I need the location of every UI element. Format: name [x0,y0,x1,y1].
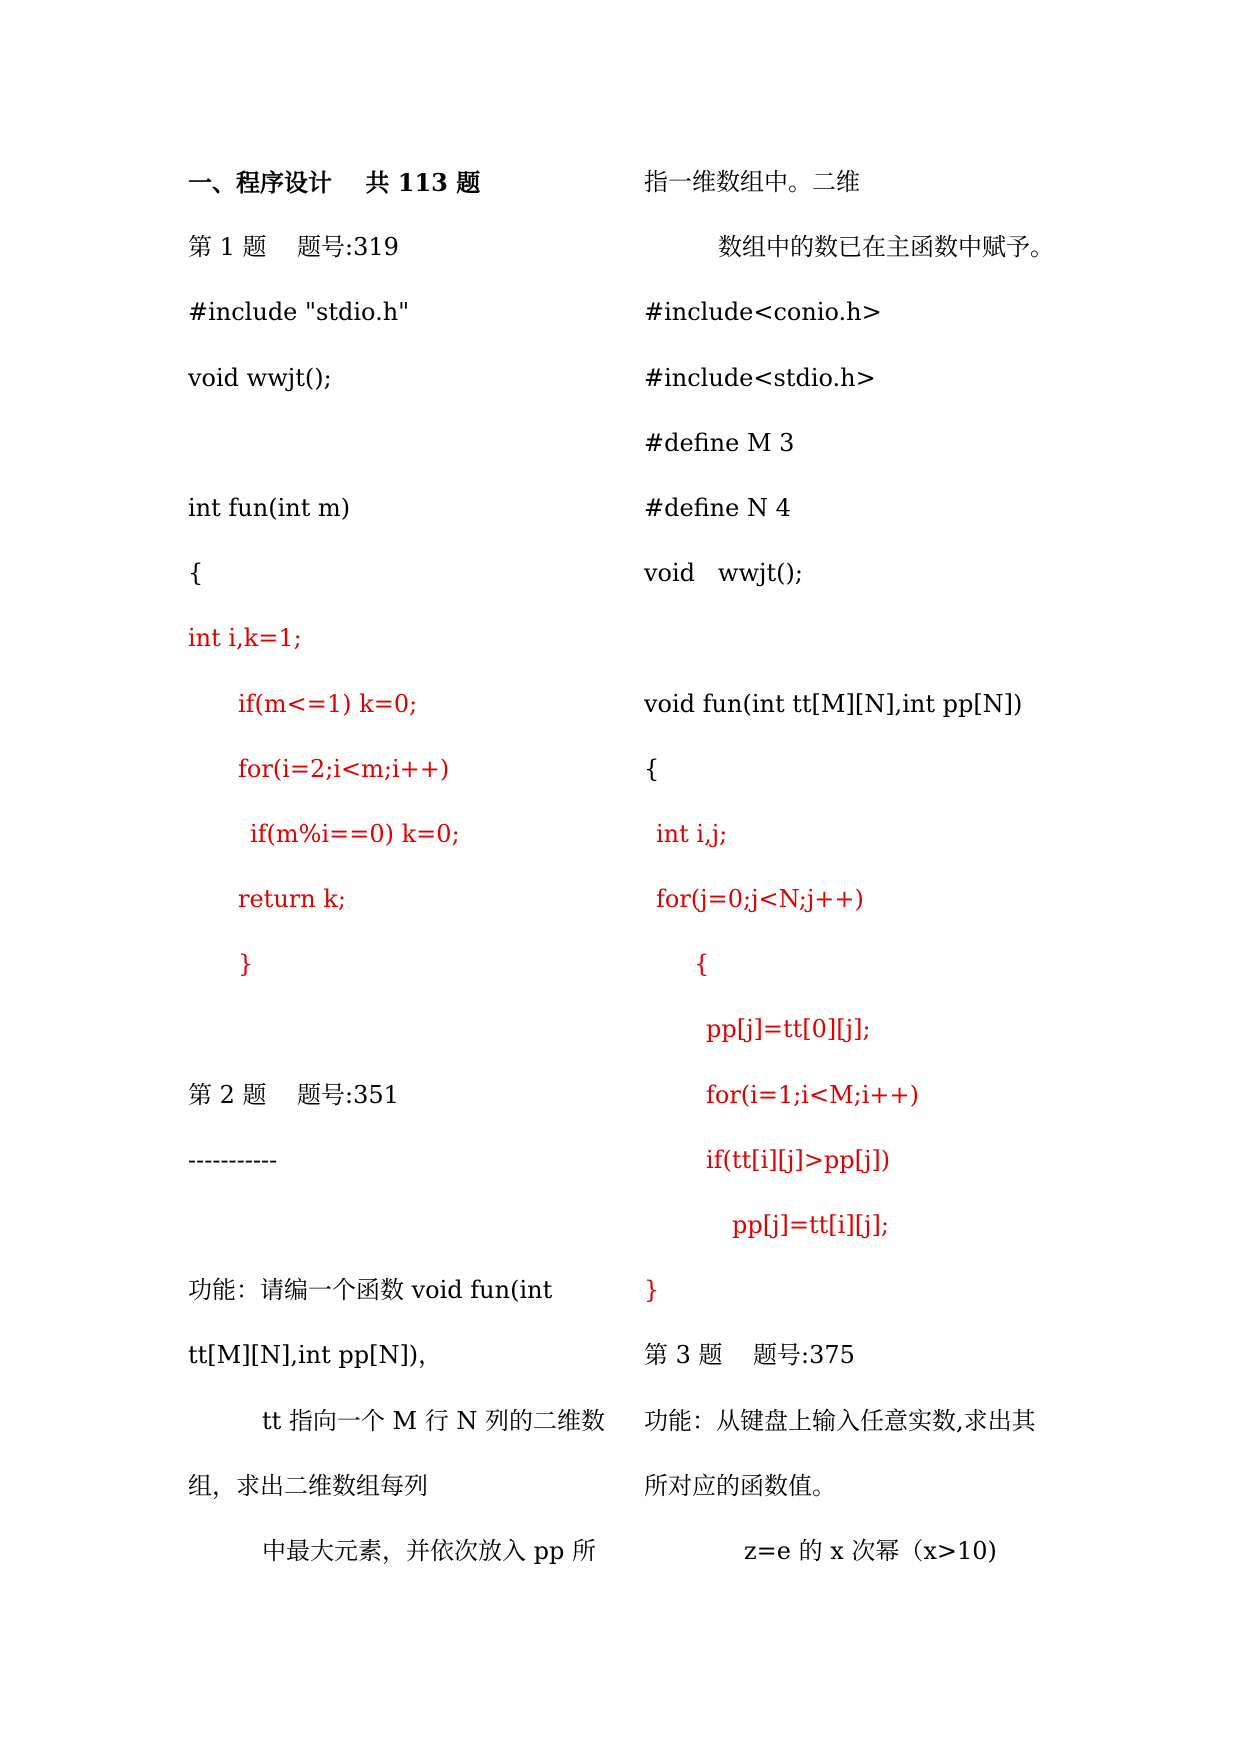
right-line-8: void fun(int tt[M][N],int pp[N]) [644,689,1023,718]
left-line-17: 功能：请编一个函数 void fun(int [188,1276,553,1305]
left-line-0: 一、程序设计 共 113 题 [188,168,481,197]
right-line-4: #define M 3 [644,428,795,457]
left-line-3: void wwjt(); [188,363,332,392]
right-line-17: } [644,1276,660,1305]
left-line-16 [188,1193,608,1258]
right-line-10: int i,j; [656,819,728,848]
right-line-20: 所对应的函数值。 [644,1471,836,1500]
right-line-11: for(j=0;j<N;j++) [656,885,864,914]
left-line-2: #include "stdio.h" [188,298,410,327]
right-line-1: 数组中的数已在主函数中赋予。 [718,233,1054,262]
right-line-2: #include<conio.h> [644,298,882,327]
left-line-21: 中最大元素，并依次放入 pp 所 [262,1536,596,1565]
left-line-12: } [238,950,254,979]
left-column [188,150,608,1584]
right-line-0: 指一维数组中。二维 [644,168,860,196]
left-line-6: { [188,559,204,588]
right-line-16: pp[j]=tt[i][j]; [732,1211,889,1239]
right-line-12: { [694,950,710,979]
left-line-20: 组，求出二维数组每列 [188,1471,428,1500]
right-line-5: #define N 4 [644,493,791,522]
left-line-8: if(m<=1) k=0; [238,689,418,718]
left-line-18: tt[M][N],int pp[N])， [188,1341,443,1370]
right-line-9: { [644,754,660,783]
left-line-19: tt 指向一个 M 行 N 列的二维数 [262,1406,606,1435]
right-line-6: void wwjt(); [644,559,803,588]
left-line-5: int fun(int m) [188,493,351,522]
right-line-14: for(i=1;i<M;i++) [706,1080,920,1109]
left-line-13 [188,997,608,1062]
right-line-15: if(tt[i][j]>pp[j]) [706,1145,891,1174]
left-line-7: int i,k=1; [188,624,302,653]
left-line-9: for(i=2;i<m;i++) [238,754,450,783]
right-line-19: 功能：从键盘上输入任意实数,求出其 [644,1406,1036,1435]
right-line-7 [644,606,1084,671]
left-line-15: ----------- [188,1145,278,1174]
right-column [644,150,1084,1584]
left-line-4 [188,411,608,476]
right-line-13: pp[j]=tt[0][j]; [706,1015,871,1044]
left-line-11: return k; [238,885,346,914]
left-line-10: if(m%i==0) k=0; [250,819,460,848]
right-line-3: #include<stdio.h> [644,363,876,392]
left-line-1: 第 1 题 题号:319 [188,233,399,262]
right-line-18: 第 3 题 题号:375 [644,1341,855,1370]
right-line-21: z=e 的 x 次幂（x>10) [744,1536,997,1565]
left-line-14: 第 2 题 题号:351 [188,1080,399,1109]
